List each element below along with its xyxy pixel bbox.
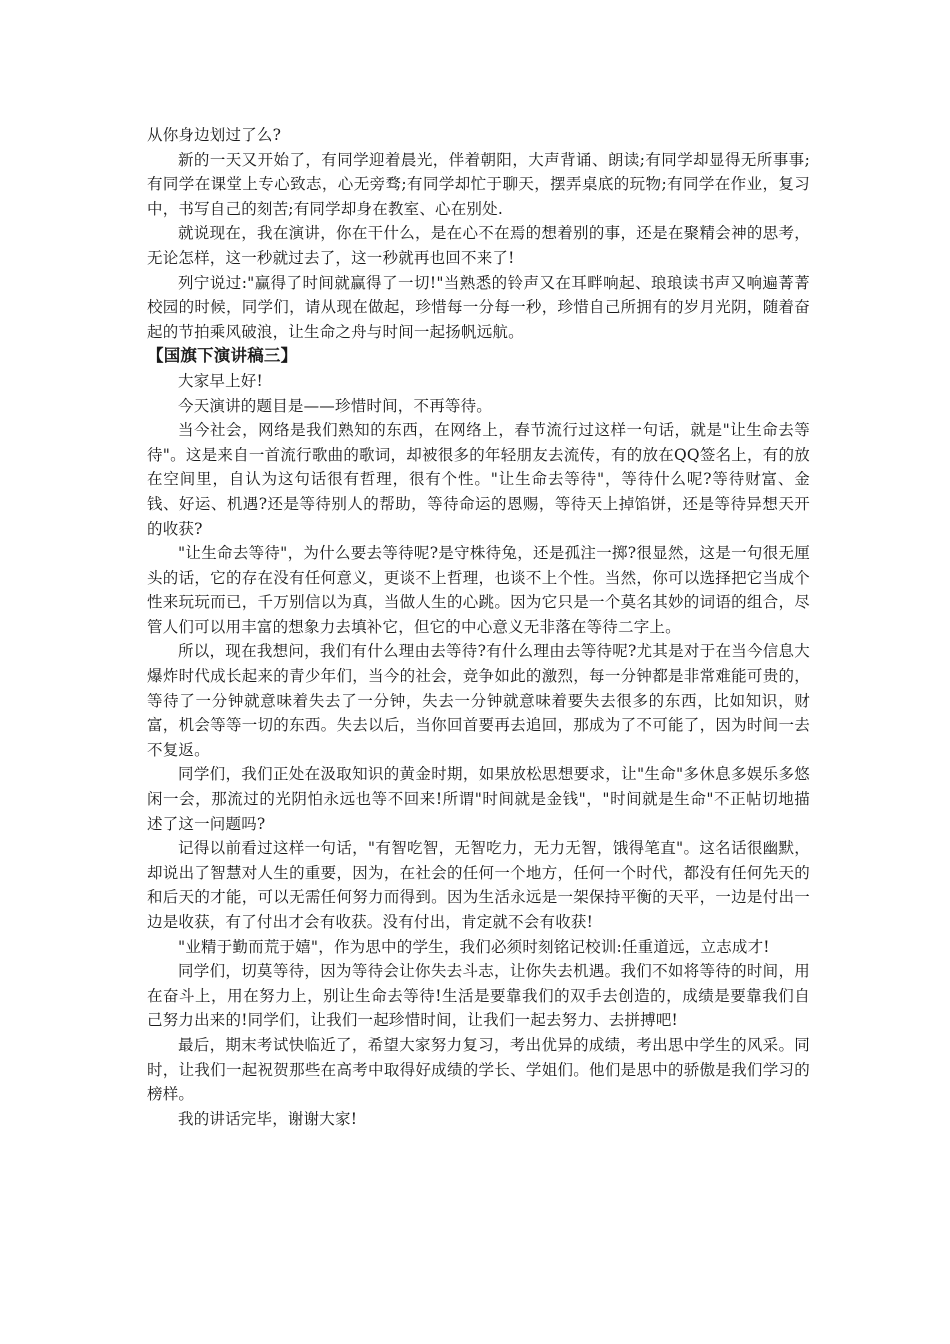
paragraph: 同学们，切莫等待，因为等待会让你失去斗志，让你失去机遇。我们不如将等待的时间，用在奋斗上，用在努力上，别让生命去等待!生活是要靠我们的双手去创造的，成绩是要靠我们自己努力出来的!同学们，让我们一起珍惜时间，让我们一起去努力、去拼搏吧! xyxy=(147,962,810,1030)
paragraph: 大家早上好! xyxy=(178,371,263,390)
paragraph: "让生命去等待"，为什么要去等待呢?是守株待兔，还是孤注一掷?很显然，这是一句很无厘头的话，它的存在没有任何意义，更谈不上哲理，也谈不上个性。当然，你可以选择把它当成个性来玩玩而已，千万别信以为真，当做人生的心跳。因为它只是一个莫名其妙的词语的组合，尽管人们可以用丰富的想象力去填补它，但它的中心意义无非落在等待二字上。 xyxy=(147,544,810,636)
paragraph: 同学们，我们正处在汲取知识的黄金时期，如果放松思想要求，让"生命"多休息多娱乐多悠闲一会，那流过的光阴怕永远也等不回来!所谓"时间就是金钱"，"时间就是生命"不正帖切地描述了这一问题吗? xyxy=(147,765,810,833)
paragraph: 新的一天又开始了，有同学迎着晨光，伴着朝阳，大声背诵、朗读;有同学却显得无所事事;有同学在课堂上专心致志，心无旁骛;有同学却忙于聊天，摆弄桌底的玩物;有同学在作业，复习中，书写自己的刻苦;有同学却身在教室、心在别处. xyxy=(147,150,810,218)
paragraph: 就说现在，我在演讲，你在干什么，是在心不在焉的想着别的事，还是在聚精会神的思考，无论怎样，这一秒就过去了，这一秒就再也回不来了! xyxy=(147,224,810,267)
document-page xyxy=(147,123,810,1131)
paragraph: 记得以前看过这样一句话，"有智吃智，无智吃力，无力无智，饿得笔直"。这名话很幽默，却说出了智慧对人生的重要，因为，在社会的任何一个地方，任何一个时代，都没有任何先天的和后天的才能，可以无需任何努力而得到。因为生活永远是一架保持平衡的天平，一边是付出一边是收获，有了付出才会有收获。没有付出，肯定就不会有收获! xyxy=(147,839,810,931)
paragraph: 列宁说过:"赢得了时间就赢得了一切!"当熟悉的铃声又在耳畔响起、琅琅读书声又响遍菁菁校园的时候，同学们，请从现在做起，珍惜每一分每一秒，珍惜自己所拥有的岁月光阴，随着奋起的节拍乘风破浪，让生命之舟与时间一起扬帆远航。 xyxy=(147,273,810,341)
paragraph: 从你身边划过了么? xyxy=(147,126,282,144)
paragraph: "业精于勤而荒于嬉"，作为思中的学生，我们必须时刻铭记校训:任重道远，立志成才! xyxy=(178,937,770,956)
paragraph: 我的讲话完毕，谢谢大家! xyxy=(178,1109,358,1128)
section-title: 【国旗下演讲稿三】 xyxy=(147,346,298,366)
paragraph: 当今社会，网络是我们熟知的东西，在网络上，春节流行过这样一句话，就是"让生命去等待"。这是来自一首流行歌曲的歌词，却被很多的年轻朋友去流传，有的放在QQ签名上，有的放在空间里，自认为这句话很有哲理，很有个性。"让生命去等待"，等待什么呢?等待财富、金钱、好运、机遇?还是等待别人的帮助，等待命运的恩赐，等待天上掉馅饼，还是等待异想天开的收获? xyxy=(147,421,810,538)
paragraph: 最后，期末考试快临近了，希望大家努力复习，考出优异的成绩，考出思中学生的风采。同时，让我们一起祝贺那些在高考中取得好成绩的学长、学姐们。他们是思中的骄傲是我们学习的榜样。 xyxy=(147,1035,810,1104)
paragraph: 所以，现在我想问，我们有什么理由去等待?有什么理由去等待呢?尤其是对于在当今信息大爆炸时代成长起来的青少年们，当今的社会，竞争如此的激烈，每一分钟都是非常难能可贵的，等待了一分钟就意味着失去了一分钟，失去一分钟就意味着要失去很多的东西，比如知识，财富，机会等等一切的东西。失去以后，当你回首要再去追回，那成为了不可能了，因为时间一去不复返。 xyxy=(147,642,810,759)
paragraph: 今天演讲的题目是——珍惜时间，不再等待。 xyxy=(178,396,493,415)
